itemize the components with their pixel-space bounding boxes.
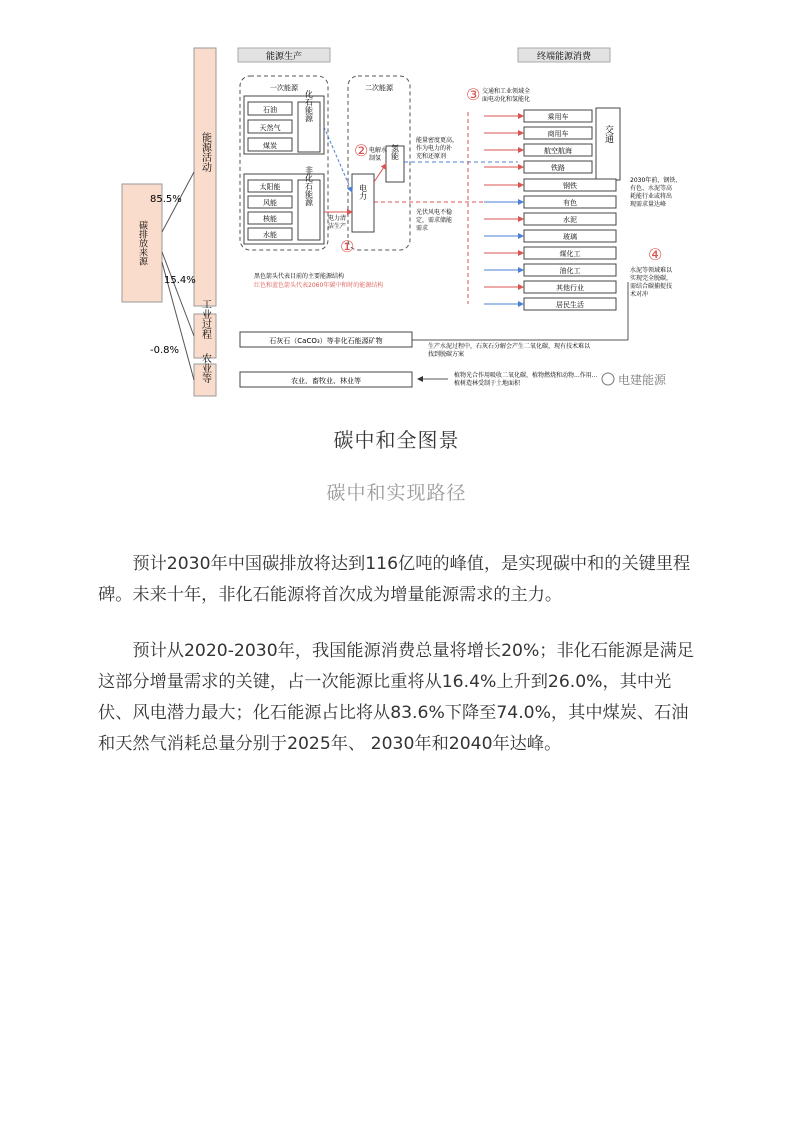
industry-item-label: 居民生活 — [556, 301, 584, 309]
note-density-3: 充和还原剂 — [416, 153, 447, 160]
electricity-label: 电力 — [358, 184, 368, 200]
fossil-item-label: 煤炭 — [263, 142, 277, 150]
note-pv-2: 定，需求储能 — [416, 217, 453, 224]
note-2030-2: 有色、水泥等高 — [630, 185, 673, 192]
note-2030-1: 2030年前，钢铁、 — [630, 177, 682, 184]
industry-item-label: 水泥 — [563, 216, 577, 224]
agri-note-2: 植树造林受制于土地面积 — [454, 380, 521, 387]
note-density-1: 能量密度更高， — [416, 137, 459, 144]
clean-power-2: 洁生产 — [328, 223, 347, 230]
num4: ④ — [648, 245, 663, 264]
note-cement-2: 实现完全脱碳， — [630, 275, 673, 282]
transport-box — [596, 108, 620, 180]
fossil-item-label: 天然气 — [259, 124, 281, 132]
wechat-icon — [602, 373, 614, 385]
nonfossil-items — [248, 180, 292, 240]
header-consumption: 终端能源消费 — [536, 52, 592, 62]
note-pv-3: 需求 — [416, 225, 429, 232]
note-density-2: 作为电力的补 — [416, 145, 453, 152]
num3: ③ — [466, 85, 481, 104]
nonfossil-item-label: 风能 — [263, 199, 277, 207]
transport-item-label: 乘用车 — [547, 113, 569, 121]
note-2030-4: 现需求量达峰 — [630, 201, 667, 208]
note-cement-3: 需结合碳捕捉技 — [630, 283, 673, 290]
note3-1: 交通和工业领域全 — [482, 88, 531, 95]
industry-item-label: 煤化工 — [559, 250, 581, 258]
agri-note-1: 植物光合作用吸收二氧化碳，植物燃烧和动物...作用... — [454, 372, 598, 379]
nonfossil-item-label: 水能 — [263, 231, 277, 239]
pct-industry: 15.4% — [164, 275, 196, 286]
energy-activity-label: 能源活动 — [199, 132, 211, 172]
transport-items — [484, 110, 592, 173]
paragraph-1: 预计2030年中国碳排放将达到116亿吨的峰值，是实现碳中和的关键里程碑。未来十年，非化石能源将首次成为增量能源需求的主力。 — [98, 554, 691, 605]
transport-item-label: 铁路 — [551, 164, 565, 172]
source-label: 碳排放来源 — [137, 220, 147, 266]
industry-item-label: 有色 — [563, 199, 577, 207]
figure-title: 碳中和全图景 — [333, 428, 460, 452]
note-2030-3: 耗能行业或将出 — [630, 193, 673, 200]
fossil-items — [248, 102, 292, 151]
agri-row-label: 农业、畜牧业、林业等 — [291, 377, 361, 385]
transport-item-label: 航空航海 — [544, 147, 572, 155]
figure-subtitle: 碳中和实现路径 — [326, 482, 467, 504]
num1: ① — [340, 237, 355, 256]
num2: ② — [354, 141, 369, 160]
industry-item-label: 其他行业 — [556, 284, 584, 292]
header-production: 能源生产 — [265, 52, 303, 62]
limestone-note-1: 生产水泥过程中，石灰石分解会产生二氧化碳，现有技术难以 — [428, 343, 591, 350]
carbon-neutral-diagram — [118, 42, 698, 398]
industry-process-label: 工业过程 — [199, 299, 211, 339]
legend-1: 黑色箭头代表目前的主要能源结构 — [254, 273, 345, 280]
agri-label: 农业等 — [199, 353, 211, 383]
nonfossil-item-label: 核能 — [263, 215, 277, 223]
limestone-note-2: 找到脱碳方案 — [428, 351, 465, 358]
fossil-item-label: 石油 — [263, 106, 277, 114]
electrolysis-2: 制氢 — [369, 155, 382, 162]
nonfossil-group: 非化石能源 — [304, 166, 314, 206]
secondary-label: 二次能源 — [365, 84, 393, 92]
paragraph-2: 预计从2020-2030年，我国能源消费总量将增长20%；非化石能源是满足这部分增量需求的关键，占一次能源比重将从16.4%上升到26.0%，其中光伏、风电潜力最大；化石能源占比将从83.6%下降至74.0%，其中煤炭、石油和天然气消耗总量分别于2025年、 2030年和2040年达峰。 — [98, 641, 694, 754]
watermark: 电建能源 — [618, 373, 667, 387]
industry-item-label: 玻璃 — [563, 233, 577, 241]
primary-label: 一次能源 — [270, 84, 298, 92]
industry-items — [484, 179, 616, 310]
legend-2: 红色和蓝色箭头代表2060年碳中和时的能源结构 — [254, 282, 384, 289]
note-cement-4: 术对冲 — [630, 291, 649, 298]
note-cement-1: 水泥等领域难以 — [630, 267, 673, 274]
industry-item-label: 油化工 — [559, 267, 581, 275]
nonfossil-item-label: 太阳能 — [259, 183, 281, 191]
electrolysis-1: 电解水 — [369, 147, 388, 154]
fossil-group: 化石能源 — [304, 90, 314, 122]
limestone-label: 石灰石（CaCO₃）等非化石能源矿物 — [269, 337, 383, 345]
diagram-svg — [118, 42, 698, 398]
note3-2: 面电动化和氢能化 — [482, 96, 531, 103]
clean-power-1: 电力清 — [328, 215, 347, 222]
hydrogen-label: 氢能 — [390, 144, 400, 160]
transport-label: 交通 — [603, 125, 613, 143]
transport-item-label: 商用车 — [547, 130, 569, 138]
industry-item-label: 钢铁 — [563, 182, 577, 190]
energy-activity-box — [194, 48, 216, 306]
note-pv-1: 光伏风电不稳 — [416, 209, 453, 216]
pct-agri: -0.8% — [150, 345, 180, 356]
pct-energy: 85.5% — [150, 194, 182, 205]
